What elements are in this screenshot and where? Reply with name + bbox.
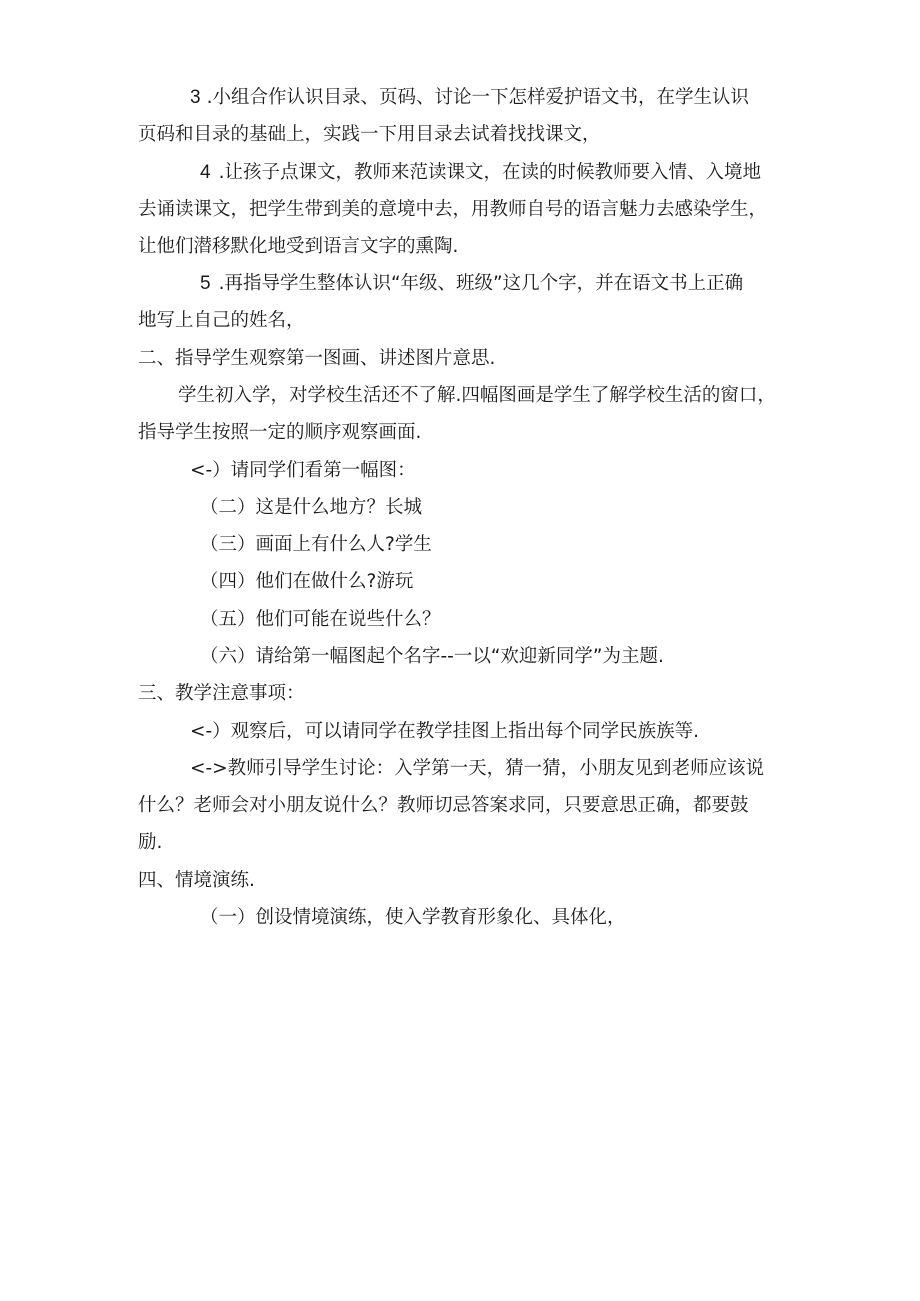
item-3-text: .小组合作认识目录、页码、讨论一下怎样爱护语文书，在学生认识	[206, 87, 749, 108]
item-5-text: .再指导学生整体认识“年级、班级”这几个字，并在语文书上正确	[218, 273, 744, 294]
item-5-line-2: 地写上自己的姓名，	[138, 310, 305, 331]
item-3-number: 3	[190, 87, 201, 108]
item-4-text: .让孩子点课文，教师来范读课文，在读的时候教师要入情、入境地	[218, 162, 761, 183]
item-5-line-1	[200, 272, 743, 296]
item-5-number: 5	[200, 273, 211, 294]
section-3-item-2-line-1: <->教师引导学生讨论：入学第一天，猜一猜，小朋友见到老师应该说	[190, 758, 765, 779]
section-4-heading: 四、情境演练.	[138, 870, 255, 891]
section-2-item-3: （三）画面上有什么人?学生	[200, 534, 432, 555]
section-2-item-1: <-）请同学们看第一幅图：	[190, 460, 416, 481]
item-3-line-1	[190, 86, 749, 110]
item-4-number: 4	[200, 162, 211, 183]
section-2-heading: 二、指导学生观察第一图画、讲述图片意思.	[138, 348, 496, 369]
section-2-item-5: （五）他们可能在说些什么？	[200, 609, 441, 630]
section-2-paragraph-line-2: 指导学生按照一定的顺序观察画面.	[138, 422, 422, 443]
item-4-line-1	[200, 161, 761, 185]
item-3-line-2: 页码和目录的基础上，实践一下用目录去试着找找课文，	[138, 124, 601, 145]
section-3-item-2-line-2: 什么？老师会对小朋友说什么？教师切忌答案求同，只要意思正确，都要鼓	[138, 795, 749, 816]
section-2-paragraph-line-1: 学生初入学，对学校生活还不了解.四幅图画是学生了解学校生活的窗口，	[178, 385, 776, 406]
section-4-item-1: （一）创设情境演练，使入学教育形象化、具体化，	[200, 907, 626, 928]
item-4-line-2: 去诵读课文，把学生带到美的意境中去，用教师自号的语言魅力去感染学生，	[138, 199, 768, 220]
section-3-heading: 三、教学注意事项：	[138, 683, 305, 704]
section-3-item-2-line-3: 励.	[138, 832, 163, 853]
section-2-item-4: （四）他们在做什么?游玩	[200, 571, 414, 592]
section-3-item-1: <-）观察后，可以请同学在教学挂图上指出每个同学民族族等.	[190, 721, 700, 742]
section-2-item-2: （二）这是什么地方？长城	[200, 497, 423, 518]
item-4-line-3: 让他们潜移默化地受到语言文字的熏陶.	[138, 236, 459, 257]
section-2-item-6: （六）请给第一幅图起个名字--一以“欢迎新同学”为主题.	[200, 646, 664, 667]
